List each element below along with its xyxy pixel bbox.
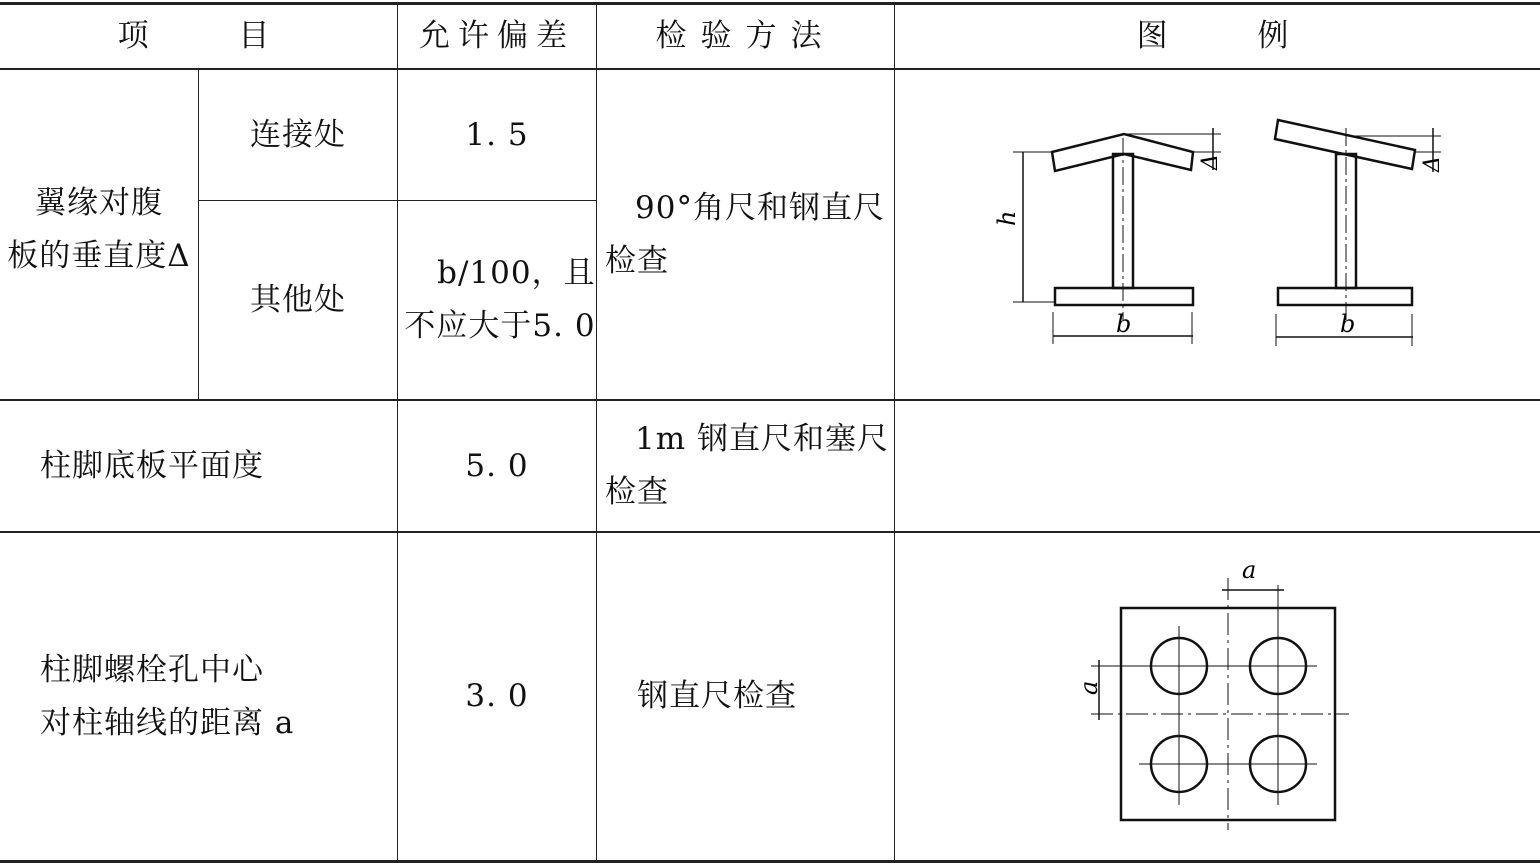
bolthole-item-cell <box>0 533 397 860</box>
header-method: 检验方法 <box>655 17 836 54</box>
flange-sub-other: 其他处 <box>250 281 346 318</box>
baseplate-method-cell <box>597 401 894 531</box>
beam-right-flange-tilted <box>1275 120 1415 169</box>
baseplate-method: 1m 钢直尺和塞尺 检查 <box>605 421 889 510</box>
flange-item-cell <box>0 170 198 290</box>
beam-left-h-label: h <box>993 210 1021 226</box>
bolthole-method: 钢直尺检查 <box>637 678 797 715</box>
bolthole-tol: 3. 0 <box>465 678 529 715</box>
header-item: 项 目 <box>117 17 280 54</box>
a-label-side: a <box>1075 680 1103 695</box>
beam-left-bottom-flange <box>1055 288 1193 305</box>
beam-right-bottom-flange <box>1278 288 1412 305</box>
header-tolerance: 允许偏差 <box>419 17 575 54</box>
flange-sub-joint: 连接处 <box>250 116 346 153</box>
header-item-cell <box>0 4 397 68</box>
baseplate-tol-cell <box>398 401 596 531</box>
bolthole-tol-cell <box>398 533 596 860</box>
baseplate-item: 柱脚底板平面度 <box>40 447 264 484</box>
flange-tol-other: b/100，且 不应大于5. 0 <box>404 255 596 344</box>
flange-tol-other-cell <box>398 201 596 399</box>
beam-left-delta-label: Δ <box>1198 154 1223 170</box>
flange-method: 90°角尺和钢直尺 检查 <box>605 189 885 279</box>
flange-figure <box>895 70 1540 399</box>
beam-right-b-label: b <box>1340 310 1356 338</box>
flange-tol-joint-cell <box>398 70 596 200</box>
beam-right-figure <box>1275 120 1441 346</box>
flange-sub-other-cell <box>199 201 397 399</box>
baseplate-tol: 5. 0 <box>465 447 529 484</box>
header-tolerance-cell <box>398 4 596 68</box>
flange-item: 翼缘对腹 板的垂直度Δ <box>7 185 191 274</box>
table-bottom-rule <box>0 860 1540 863</box>
flange-sub-joint-cell <box>199 70 397 200</box>
bolthole-item: 柱脚螺栓孔中心 对柱轴线的距离 a <box>40 651 295 741</box>
flange-method-cell <box>597 70 894 399</box>
header-figure-cell <box>895 4 1540 68</box>
flange-tol-joint: 1. 5 <box>465 116 529 153</box>
header-method-cell <box>597 4 894 68</box>
bolthole-figure <box>895 533 1540 860</box>
header-figure: 图 例 <box>1136 17 1299 54</box>
baseplate-item-cell <box>0 401 397 531</box>
bolthole-method-cell <box>597 533 894 860</box>
beam-right-delta-label: Δ <box>1420 156 1445 172</box>
a-label-top: a <box>1242 556 1257 584</box>
beam-left-b-label: b <box>1116 310 1132 338</box>
